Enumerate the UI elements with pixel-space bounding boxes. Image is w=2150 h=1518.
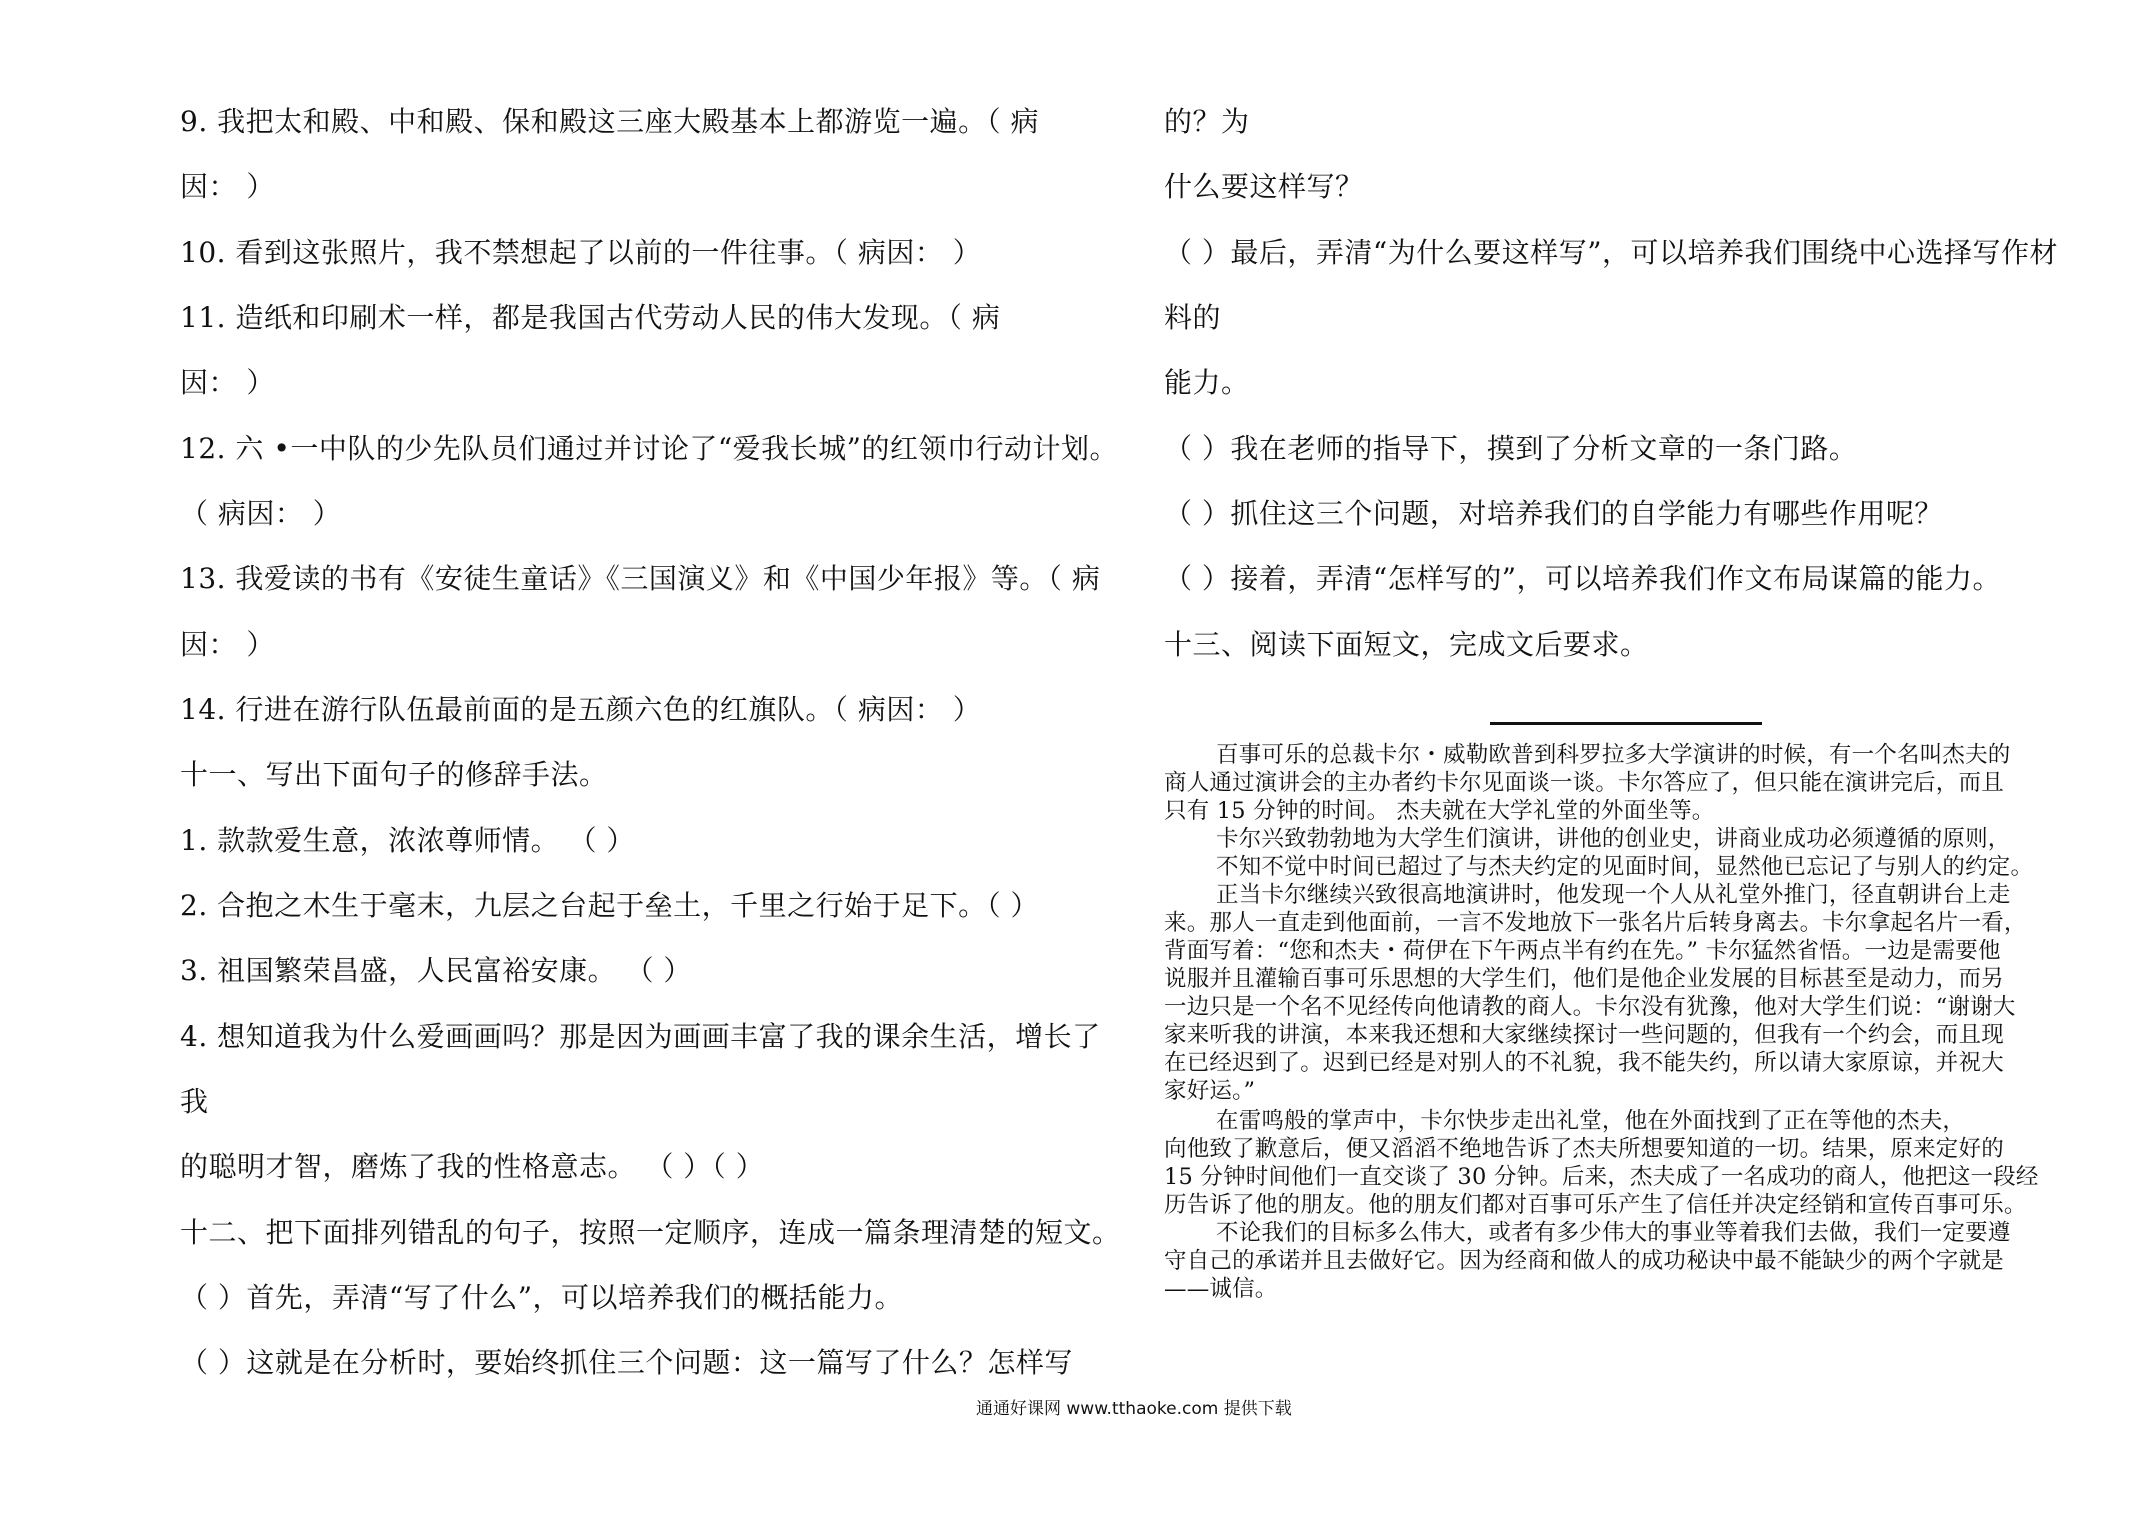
divider-rule bbox=[1490, 722, 1762, 725]
section-heading: 十一、写出下面句子的修辞手法。 bbox=[180, 758, 608, 791]
text-line: 2. 合抱之木生于毫末，九层之台起于垒土，千里之行始于足下。（ ） bbox=[180, 889, 1040, 922]
text-line: 因： ） bbox=[180, 170, 275, 203]
passage-line: 说服并且灌输百事可乐思想的大学生们，他们是他企业发展的目标甚至是动力，而另 bbox=[1164, 966, 2004, 992]
passage-line: 历告诉了他的朋友。他的朋友们都对百事可乐产生了信任并决定经销和宣传百事可乐。 bbox=[1164, 1192, 2027, 1218]
passage-line: 15 分钟时间他们一直交谈了 30 分钟。后来，杰夫成了一名成功的商人，他把这一段经 bbox=[1164, 1164, 2039, 1190]
text-line: （ ）抓住这三个问题，对培养我们的自学能力有哪些作用呢？ bbox=[1164, 497, 1943, 530]
text-line: （ ）最后，弄清“为什么要这样写”，可以培养我们围绕中心选择写作材 bbox=[1164, 236, 2059, 269]
page-footer: 通通好课网 www.tthaoke.com 提供下载 bbox=[976, 1399, 1292, 1419]
passage-line: 一边只是一个名不见经传向他请教的商人。卡尔没有犹豫，他对大学生们说：“谢谢大 bbox=[1164, 994, 2016, 1020]
text-line: 11. 造纸和印刷术一样，都是我国古代劳动人民的伟大发现。（ 病 bbox=[180, 301, 1001, 334]
passage-line: 家好运。” bbox=[1164, 1078, 1256, 1104]
text-line: 14. 行进在游行队伍最前面的是五颜六色的红旗队。（ 病因： ） bbox=[180, 693, 982, 726]
text-line: 什么要这样写？ bbox=[1164, 170, 1364, 203]
text-line: 4. 想知道我为什么爱画画吗？那是因为画画丰富了我的课余生活，增长了 bbox=[180, 1020, 1101, 1053]
passage-line: 只有 15 分钟的时间。 杰夫就在大学礼堂的外面坐等。 bbox=[1164, 798, 1715, 824]
section-heading: 十三、阅读下面短文，完成文后要求。 bbox=[1164, 628, 1649, 661]
text-line: 因： ） bbox=[180, 628, 275, 661]
text-line: 13. 我爱读的书有《安徒生童话》《三国演义》和《中国少年报》等。（ 病 bbox=[180, 562, 1101, 595]
text-line: 料的 bbox=[1164, 301, 1222, 334]
passage-line: 在雷鸣般的掌声中，卡尔快步走出礼堂，他在外面找到了正在等他的杰夫， bbox=[1216, 1108, 1966, 1134]
text-line: 能力。 bbox=[1164, 366, 1250, 399]
passage-line: 家来听我的讲演，本来我还想和大家继续探讨一些问题的，但我有一个约会，而且现 bbox=[1164, 1022, 2004, 1048]
passage-line: 向他致了歉意后，便又滔滔不绝地告诉了杰夫所想要知道的一切。结果，原来定好的 bbox=[1164, 1136, 2004, 1162]
text-line: （ ）首先，弄清“写了什么”，可以培养我们的概括能力。 bbox=[180, 1281, 904, 1314]
passage-line: 在已经迟到了。迟到已经是对别人的不礼貌，我不能失约，所以请大家原谅，并祝大 bbox=[1164, 1050, 2004, 1076]
text-line: 因： ） bbox=[180, 366, 275, 399]
text-line: 9. 我把太和殿、中和殿、保和殿这三座大殿基本上都游览一遍。（ 病 bbox=[180, 105, 1040, 138]
passage-line: 不论我们的目标多么伟大，或者有多少伟大的事业等着我们去做，我们一定要遵 bbox=[1216, 1220, 2011, 1246]
text-line: 12. 六 •一中队的少先队员们通过并讨论了“爱我长城”的红领巾行动计划。 bbox=[180, 432, 1118, 465]
text-line: 的聪明才智，磨炼了我的性格意志。 （ ）（ ） bbox=[180, 1150, 765, 1183]
passage-line: 正当卡尔继续兴致很高地演讲时，他发现一个人从礼堂外推门，径直朝讲台上走 bbox=[1216, 882, 2011, 908]
text-line: 1. 款款爱生意，浓浓尊师情。 （ ） bbox=[180, 824, 635, 857]
passage-line: ——诚信。 bbox=[1164, 1276, 1278, 1302]
text-line: （ ）这就是在分析时，要始终抓住三个问题：这一篇写了什么？怎样写 bbox=[180, 1346, 1073, 1379]
text-line: （ 病因： ） bbox=[180, 497, 342, 530]
passage-line: 背面写着：“您和杰夫・荷伊在下午两点半有约在先。” 卡尔猛然省悟。一边是需要他 bbox=[1164, 938, 2001, 964]
text-line: 我 bbox=[180, 1085, 209, 1118]
passage-line: 卡尔兴致勃勃地为大学生们演讲，讲他的创业史，讲商业成功必须遵循的原则， bbox=[1216, 826, 2011, 852]
section-heading: 十二、把下面排列错乱的句子，按照一定顺序，连成一篇条理清楚的短文。 bbox=[180, 1216, 1121, 1249]
passage-line: 不知不觉中时间已超过了与杰夫约定的见面时间，显然他已忘记了与别人的约定。 bbox=[1216, 854, 2034, 880]
passage-line: 来。那人一直走到他面前，一言不发地放下一张名片后转身离去。卡尔拿起名片一看， bbox=[1164, 910, 2027, 936]
text-line: 3. 祖国繁荣昌盛，人民富裕安康。 （ ） bbox=[180, 954, 692, 987]
text-line: 的？为 bbox=[1164, 105, 1250, 138]
text-line: （ ）接着，弄清“怎样写的”，可以培养我们作文布局谋篇的能力。 bbox=[1164, 562, 2002, 595]
text-line: 10. 看到这张照片，我不禁想起了以前的一件往事。（ 病因： ） bbox=[180, 236, 982, 269]
passage-line: 商人通过演讲会的主办者约卡尔见面谈一谈。卡尔答应了，但只能在演讲完后，而且 bbox=[1164, 770, 2004, 796]
text-line: （ ）我在老师的指导下，摸到了分析文章的一条门路。 bbox=[1164, 432, 1858, 465]
passage-line: 守自己的承诺并且去做好它。因为经商和做人的成功秘诀中最不能缺少的两个字就是 bbox=[1164, 1248, 2004, 1274]
passage-line: 百事可乐的总裁卡尔・威勒欧普到科罗拉多大学演讲的时候，有一个名叫杰夫的 bbox=[1216, 742, 2011, 768]
